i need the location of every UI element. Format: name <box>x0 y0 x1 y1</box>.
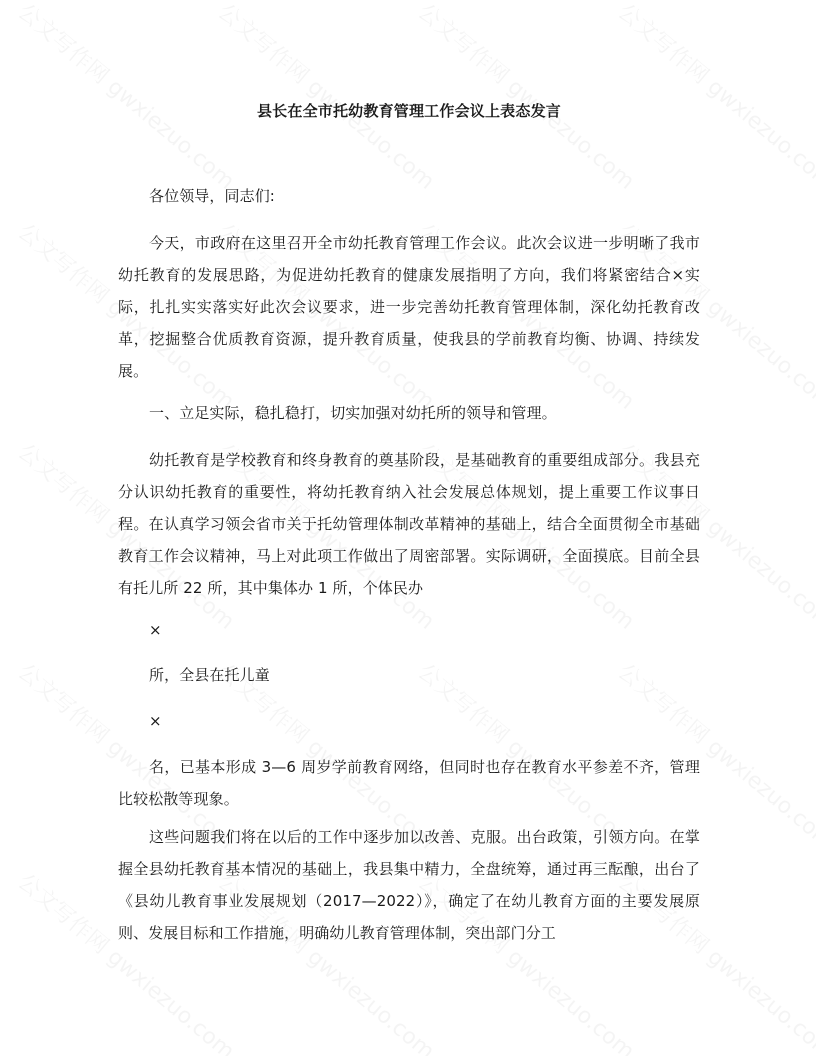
paragraph-fragment: 所，全县在托儿童 <box>149 666 270 684</box>
paragraph-body-1: 幼托教育是学校教育和终身教育的奠基阶段，是基础教育的重要组成部分。我县充分认识幼托教育的重要性，将幼托教育纳入社会发展总体规划，提上重要工作议事日程。在认真学习领会省市关于托幼管理体制改革精神的基础上，结合全面贯彻全市基础教育工作会议精神，马上对此项工作做出了周密部署。实际调研，全面摸底。目前全县有托儿所 22 所，其中集体办 1 所，个体民办 <box>118 451 700 597</box>
watermark <box>612 0 816 195</box>
placeholder-mark: × <box>149 712 162 730</box>
paragraph-intro: 今天，市政府在这里召开全市幼托教育管理工作会议。此次会议进一步明晰了我市幼托教育的发展思路，为促进幼托教育的健康发展指明了方向，我们将紧密结合×实际，扎扎实实落实好此次会议要求，进一步完善幼托教育管理体制，深化幼托教育改革，挖掘整合优质教育资源，提升教育质量，使我县的学前教育均衡、协调、持续发展。 <box>118 234 700 380</box>
watermark <box>212 0 442 195</box>
section-heading-1: 一、立足实际，稳扎稳打，切实加强对幼托所的领导和管理。 <box>149 404 557 422</box>
placeholder-mark: × <box>149 621 162 639</box>
watermark <box>12 0 242 195</box>
paragraph-salutation: 各位领导，同志们: <box>149 187 275 205</box>
document-title: 县长在全市托幼教育管理工作会议上表态发言 <box>256 102 561 120</box>
paragraph-body-2: 名，已基本形成 3—6 周岁学前教育网络，但同时也存在教育水平参差不齐，管理比较松散等现象。 <box>118 758 700 808</box>
watermark <box>412 0 642 195</box>
paragraph-body-3: 这些问题我们将在以后的工作中逐步加以改善、克服。出台政策，引领方向。在掌握全县幼托教育基本情况的基础上，我县集中精力，全盘统筹，通过再三酝酿，出台了《县幼儿教育事业发展规划（2017—2022）》，确定了在幼儿教育方面的主要发展原则、发展目标和工作措施，明确幼儿教育管理体制，突出部门分工 <box>118 828 700 942</box>
